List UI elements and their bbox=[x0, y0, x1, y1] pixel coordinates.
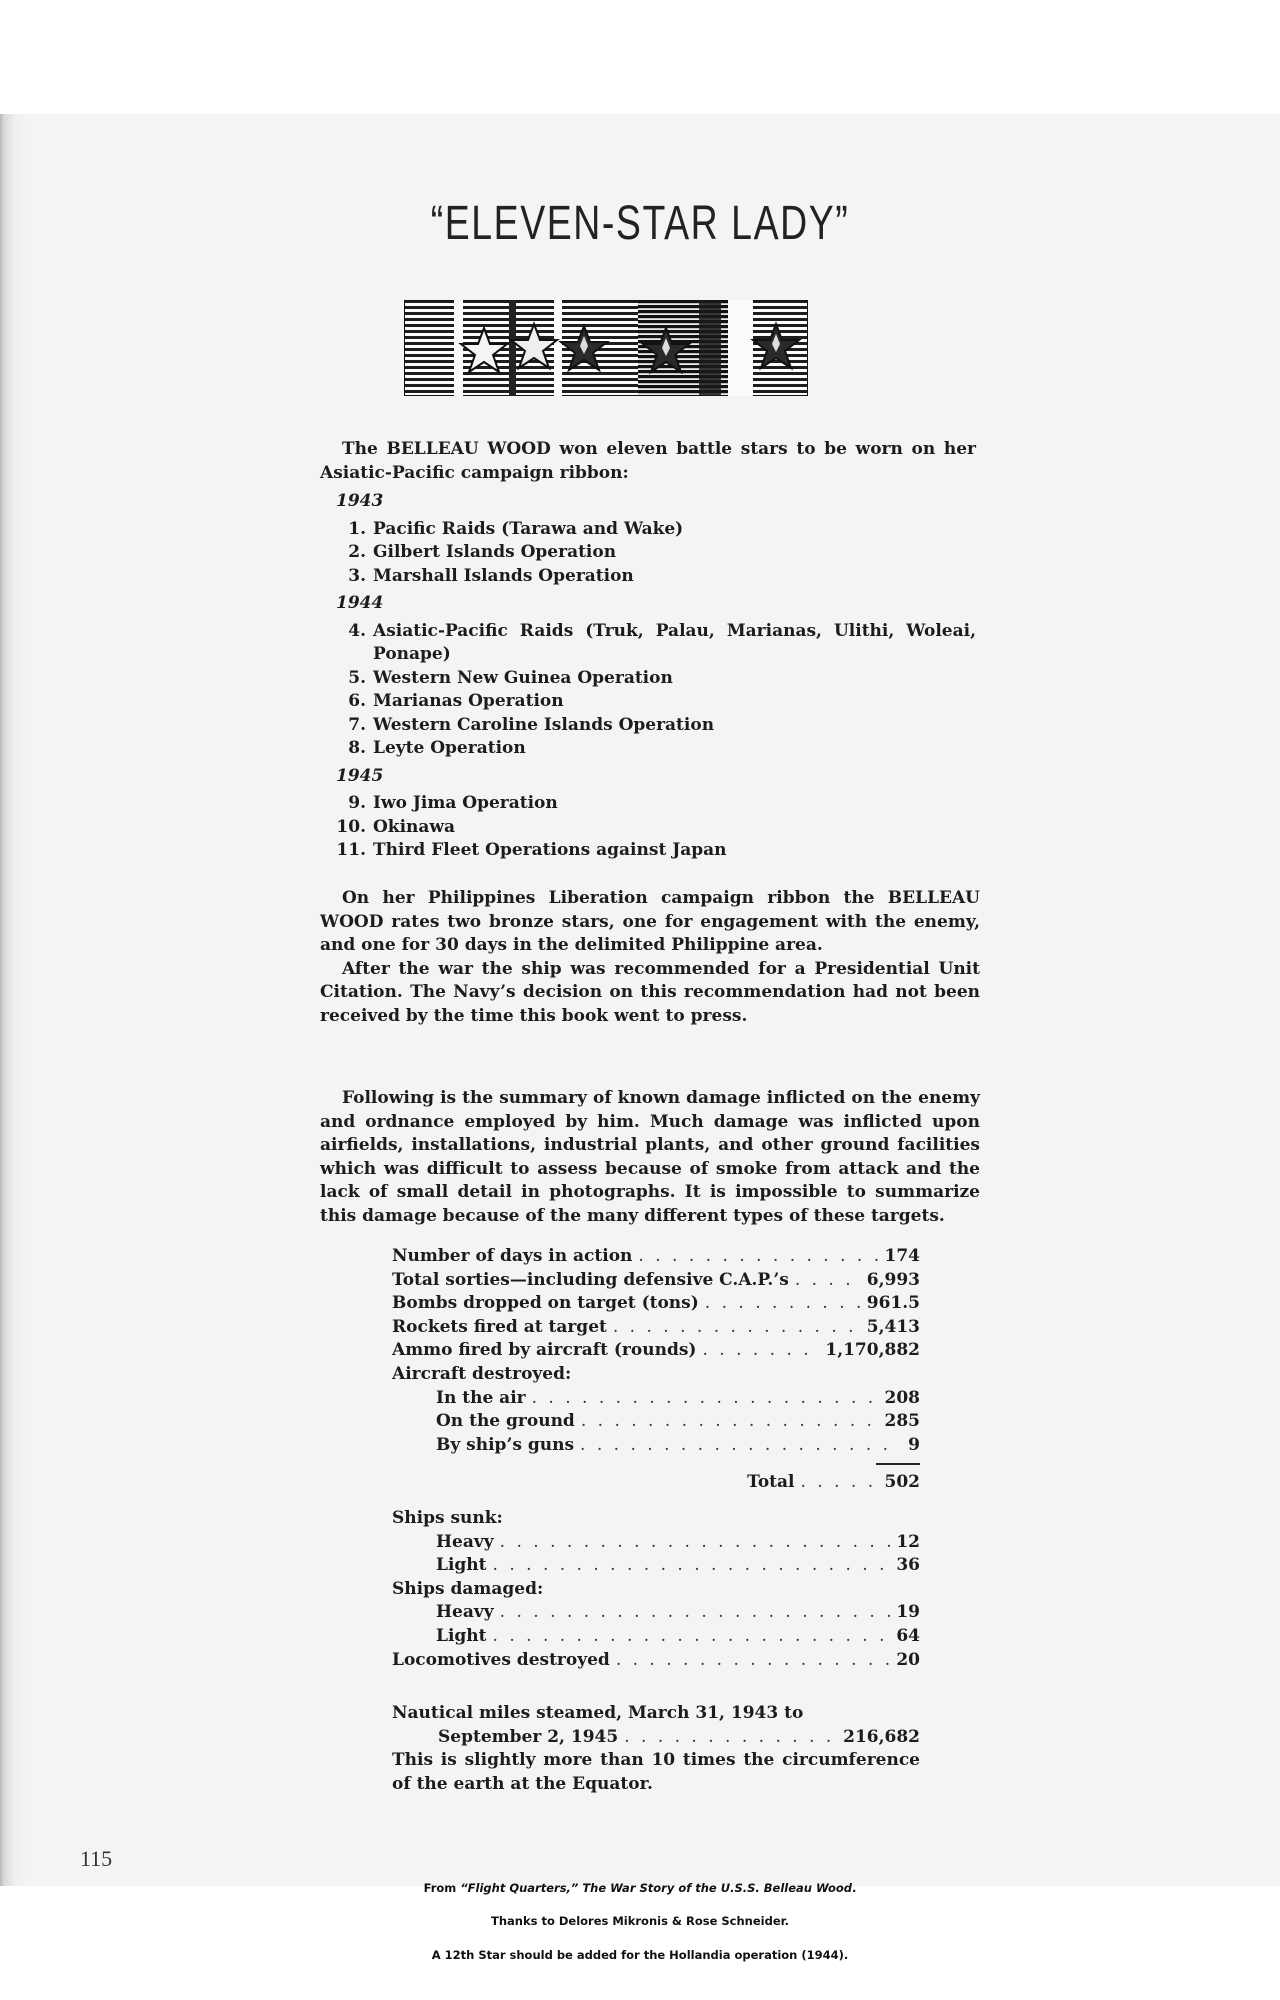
miles-note: This is slightly more than 10 times the circumference of the earth at the Equator. bbox=[392, 1750, 920, 1794]
intro-text: The BELLEAU WOOD won eleven battle stars to be worn on her Asiatic-Pacific campaign ribbon: bbox=[320, 439, 976, 483]
item-label: Marshall Islands Operation bbox=[373, 565, 634, 586]
leader-dots bbox=[705, 1292, 861, 1316]
item-label: Pacific Raids (Tarawa and Wake) bbox=[373, 518, 684, 539]
stat-row bbox=[392, 1434, 920, 1458]
list-item bbox=[336, 667, 976, 691]
list-item bbox=[336, 518, 976, 542]
stat-heading bbox=[392, 1507, 920, 1531]
stat-heading bbox=[392, 1363, 920, 1387]
item-number: 2. bbox=[348, 542, 366, 562]
stat-row bbox=[392, 1601, 920, 1625]
item-number: 1. bbox=[348, 518, 366, 539]
total-rule bbox=[392, 1457, 920, 1471]
year-group-1945 bbox=[336, 765, 976, 863]
leader-dots bbox=[581, 1410, 879, 1434]
stat-value: 174 bbox=[884, 1246, 920, 1266]
item-label: Gilbert Islands Operation bbox=[373, 542, 617, 562]
item-number: 3. bbox=[348, 565, 366, 586]
item-number: 8. bbox=[348, 738, 366, 758]
list-item bbox=[336, 541, 976, 565]
leader-dots bbox=[616, 1649, 891, 1673]
damage-summary-table bbox=[392, 1245, 920, 1796]
item-number: 9. bbox=[348, 793, 366, 813]
item-number: 11. bbox=[336, 840, 366, 860]
stat-label: Heavy bbox=[436, 1531, 494, 1552]
stat-row bbox=[392, 1554, 920, 1578]
leader-dots bbox=[500, 1601, 891, 1625]
stat-value: 5,413 bbox=[866, 1316, 920, 1337]
leader-dots bbox=[702, 1339, 819, 1363]
stat-value: 64 bbox=[896, 1625, 920, 1646]
item-number: 10. bbox=[336, 816, 366, 837]
stat-label: Number of days in action bbox=[392, 1246, 633, 1266]
stat-heading bbox=[392, 1578, 920, 1602]
stat-label: Light bbox=[436, 1555, 487, 1576]
total-label: Total bbox=[747, 1472, 795, 1493]
list-item bbox=[336, 792, 976, 816]
stat-row bbox=[392, 1339, 920, 1363]
item-number: 7. bbox=[348, 714, 366, 735]
item-label: Marianas Operation bbox=[373, 691, 564, 711]
stat-label: September 2, 1945 bbox=[438, 1726, 619, 1747]
stat-value: 285 bbox=[884, 1411, 920, 1432]
item-label: Third Fleet Operations against Japan bbox=[373, 840, 727, 860]
stat-label: Heavy bbox=[436, 1602, 494, 1623]
stat-row bbox=[392, 1410, 920, 1434]
year-heading: 1945 bbox=[336, 765, 384, 786]
stat-row bbox=[392, 1316, 920, 1340]
summary-text: Following is the summary of known damage inflicted on the enemy and ordnance employed by him. Much damage was inflicted upon airfields, installations, industrial plants, and other ground facilities which was difficult to assess because of smoke from attack and the lack of small detail in photographs. It is impossible to summarize this damage because of the many different types of these targets. bbox=[320, 1088, 980, 1226]
intro-paragraph bbox=[320, 438, 976, 485]
stat-row bbox=[392, 1625, 920, 1649]
leader-dots bbox=[493, 1625, 891, 1649]
year-heading: 1944 bbox=[336, 593, 384, 613]
page-title: “ELEVEN-STAR LADY” bbox=[430, 197, 850, 250]
stat-label: On the ground bbox=[436, 1411, 575, 1432]
citation-paragraph: After the war the ship was recommended for a Presidential Unit Citation. The Navy’s decision on this recommendation had not been received by the time this book went to press. bbox=[320, 958, 980, 1026]
stat-value: 20 bbox=[896, 1649, 920, 1670]
stat-label: Ammo fired by aircraft (rounds) bbox=[392, 1340, 697, 1361]
campaign-ribbon-icon bbox=[404, 300, 808, 396]
stat-value: 1,170,882 bbox=[825, 1340, 920, 1361]
miles-heading: Nautical miles steamed, March 31, 1943 to bbox=[392, 1703, 804, 1724]
leader-dots bbox=[613, 1316, 861, 1340]
stat-label: Light bbox=[436, 1625, 487, 1646]
stat-value: 6,993 bbox=[866, 1269, 920, 1290]
stat-row bbox=[392, 1292, 920, 1316]
total-row bbox=[392, 1471, 920, 1495]
leader-dots bbox=[500, 1531, 891, 1555]
stat-label: Rockets fired at target bbox=[392, 1316, 607, 1337]
footer-thanks: Thanks to Delores Mikronis & Rose Schneider. bbox=[490, 1914, 790, 1928]
item-label: Western Caroline Islands Operation bbox=[373, 714, 715, 735]
stat-value: 12 bbox=[896, 1531, 920, 1552]
stat-heading bbox=[392, 1702, 920, 1726]
stat-label: Locomotives destroyed bbox=[392, 1649, 610, 1670]
philippines-paragraph: On her Philippines Liberation campaign ribbon the BELLEAU WOOD rates two bronze stars, one for engagement with the enemy, and one for 30 days in the delimited Philippine area. bbox=[320, 888, 980, 956]
leader-dots bbox=[532, 1387, 879, 1411]
stat-row bbox=[392, 1531, 920, 1555]
leader-dots bbox=[795, 1269, 861, 1293]
stat-value: 216,682 bbox=[843, 1726, 920, 1747]
aircraft-heading: Aircraft destroyed: bbox=[392, 1363, 572, 1384]
stat-value: 208 bbox=[884, 1387, 920, 1408]
list-item bbox=[336, 565, 976, 589]
item-number: 6. bbox=[348, 691, 366, 711]
ships-sunk-heading: Ships sunk: bbox=[392, 1507, 503, 1528]
stat-label: By ship’s guns bbox=[436, 1434, 575, 1455]
page-number: 115 bbox=[80, 1846, 113, 1871]
stat-value: 961.5 bbox=[866, 1293, 920, 1314]
stat-value: 19 bbox=[896, 1602, 920, 1623]
list-item bbox=[336, 737, 976, 761]
leader-dots bbox=[801, 1471, 879, 1495]
stat-row bbox=[392, 1387, 920, 1411]
awards-paragraphs bbox=[320, 887, 980, 1029]
leader-dots bbox=[493, 1554, 891, 1578]
year-group-1943 bbox=[336, 490, 976, 588]
source-prefix: From bbox=[423, 1881, 461, 1895]
total-value: 502 bbox=[884, 1472, 920, 1493]
item-label: Asiatic-Pacific Raids (Truk, Palau, Marianas, Ulithi, Woleai, Ponape) bbox=[373, 620, 976, 664]
stat-row bbox=[392, 1269, 920, 1293]
year-group-1944 bbox=[336, 592, 976, 761]
battle-stars-list bbox=[336, 490, 976, 863]
leader-dots bbox=[624, 1726, 837, 1750]
leader-dots bbox=[638, 1245, 878, 1269]
stat-value: 36 bbox=[896, 1555, 920, 1576]
list-item bbox=[336, 690, 976, 714]
item-label: Western New Guinea Operation bbox=[373, 667, 673, 688]
item-number: 4. bbox=[348, 620, 366, 641]
stat-label: Total sorties—including defensive C.A.P.’s bbox=[392, 1269, 789, 1290]
year-heading: 1943 bbox=[336, 491, 384, 511]
source-suffix: . bbox=[852, 1881, 857, 1895]
list-item bbox=[336, 816, 976, 840]
item-number: 5. bbox=[348, 667, 366, 688]
item-label: Okinawa bbox=[373, 816, 456, 837]
stat-row bbox=[392, 1726, 920, 1750]
footer-note: A 12th Star should be added for the Hollandia operation (1944). bbox=[431, 1948, 849, 1962]
list-item bbox=[336, 714, 976, 738]
stat-row bbox=[392, 1245, 920, 1269]
footer-source bbox=[0, 1881, 1280, 1895]
stat-value: 9 bbox=[908, 1434, 920, 1455]
source-title: “Flight Quarters,” The War Story of the U.S.S. Belleau Wood bbox=[460, 1881, 853, 1895]
summary-paragraph bbox=[320, 1087, 980, 1229]
item-label: Iwo Jima Operation bbox=[373, 793, 558, 813]
stat-row bbox=[392, 1649, 920, 1673]
list-item bbox=[336, 839, 976, 863]
item-label: Leyte Operation bbox=[373, 738, 526, 758]
leader-dots bbox=[580, 1434, 900, 1458]
stat-label: Bombs dropped on target (tons) bbox=[392, 1293, 699, 1314]
list-item bbox=[336, 620, 976, 667]
ships-damaged-heading: Ships damaged: bbox=[392, 1578, 544, 1599]
stat-label: In the air bbox=[436, 1387, 526, 1408]
